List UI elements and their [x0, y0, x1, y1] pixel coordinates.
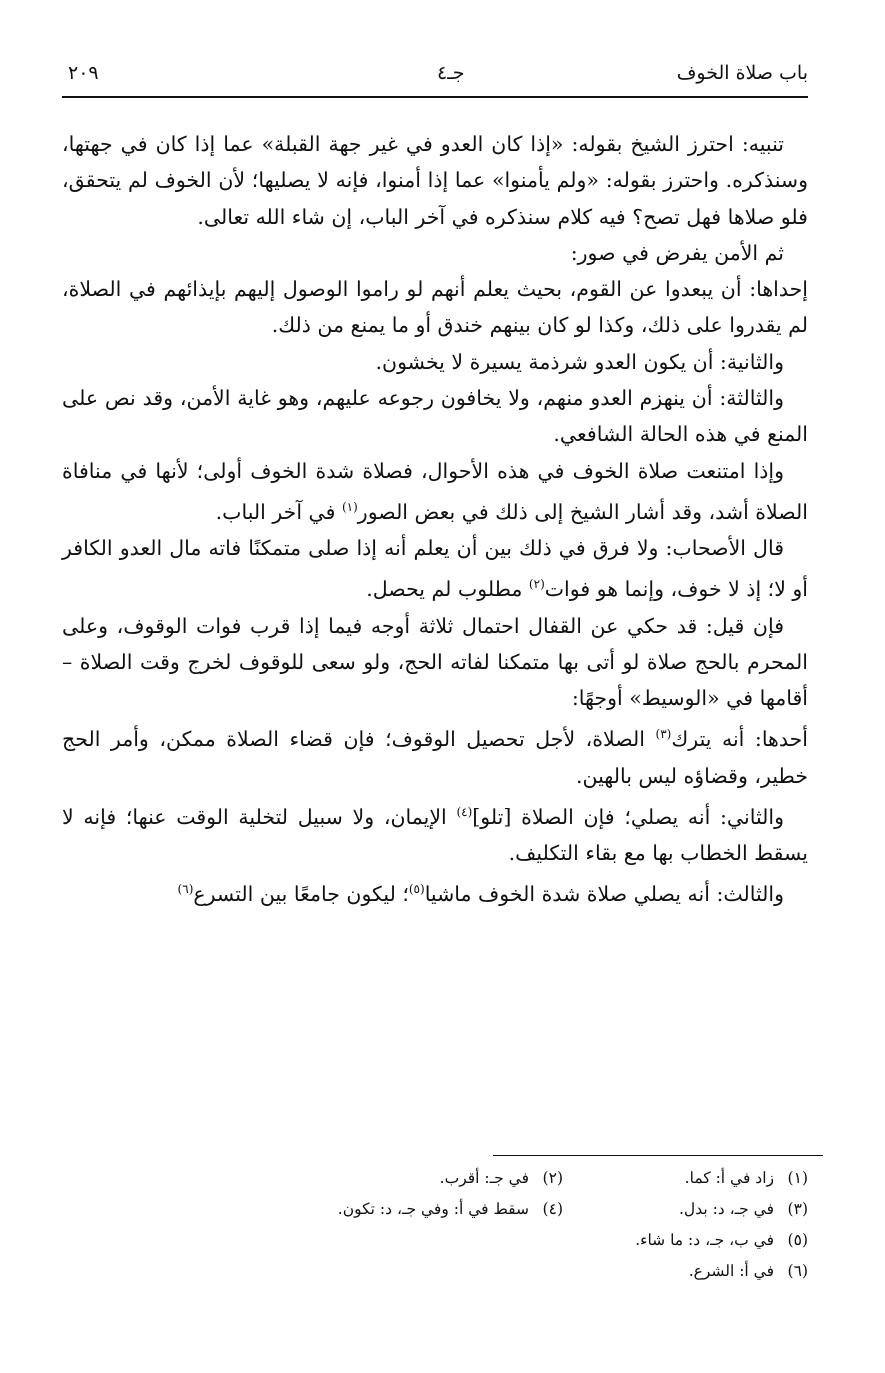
footnote-text: سقط في أ: وفي جـ، د: تكون. — [337, 1200, 529, 1218]
paragraph — [62, 794, 808, 871]
paragraph: إحداها: أن يبعدوا عن القوم، بحيث يعلم أنهم لو راموا الوصول إليهم بإيذائهم في الصلاة، لم يقدروا على ذلك، وكذا لو كان بينهم خندق أو ما يمنع من ذلك. — [62, 277, 808, 338]
chapter-title: باب صلاة الخوف — [676, 62, 808, 84]
footnote-marker: (١) — [341, 499, 358, 514]
footnote-text: في أ: الشرع. — [688, 1262, 774, 1280]
running-header — [62, 62, 808, 90]
footnote-number: (٢) — [542, 1169, 563, 1187]
paragraph — [62, 530, 808, 607]
footnote — [563, 1256, 808, 1287]
footnote-row — [62, 1225, 808, 1256]
paragraph: ثم الأمن يفرض في صور: — [570, 240, 784, 265]
paragraph-text: وإذا امتنعت صلاة الخوف في هذه الأحوال، فصلاة شدة الخوف أولى؛ لأنها في منافاة الصلاة أشد، وقد أشار الشيخ إلى ذلك في بعض الصور — [62, 458, 808, 524]
paragraph-text: قال الأصحاب: ولا فرق في ذلك بين أن يعلم أنه إذا صلى متمكنًا فاته مال العدو الكافر أو لا؛ إذ لا خوف، وإنما هو فوات — [62, 536, 808, 602]
footnote-number: (٦) — [787, 1262, 808, 1280]
footnote-rule — [493, 1155, 823, 1156]
page-number: ٢٠٩ — [68, 62, 99, 84]
footnote-marker: (٤) — [456, 804, 473, 819]
footnote — [563, 1194, 808, 1225]
footnote — [338, 1194, 563, 1225]
paragraph: تنبيه: احترز الشيخ بقوله: «إذا كان العدو في غير جهة القبلة» عما إذا كان في جهتها، وسنذكره. واحترز بقوله: «ولم يأمنوا» عما إذا أمنوا، فإنه لا يصليها؛ لأن الخوف لم يتحقق، فلو صلاها فهل تصح؟ فيه كلام سنذكره في آخر الباب، إن شاء الله تعالى. — [62, 132, 808, 229]
footnote — [563, 1163, 808, 1194]
main-text — [62, 126, 808, 912]
paragraph-text: الإيمان، ولا سبيل لتخلية الوقت عنها؛ فإنه لا يسقط الخطاب بها مع بقاء التكليف. — [62, 804, 808, 865]
paragraph-text: الصلاة، لأجل تحصيل الوقوف؛ فإن قضاء الصلاة ممكن، وأمر الحج خطير، وقضاؤه ليس بالهين. — [62, 727, 808, 788]
volume-number: جـ٤ — [437, 62, 465, 84]
footnotes — [62, 1163, 808, 1287]
footnote — [563, 1225, 808, 1256]
paragraph — [62, 453, 808, 530]
paragraph: فإن قيل: قد حكي عن القفال احتمال ثلاثة أوجه فيما إذا قرب فوات الوقوف، وعلى المحرم بالحج صلاة لو أتى بها متمكنا لفاته الحج، ولو سعى للوقوف لخرج وقت الصلاة – أقامها في «الوسيط» أوجهًا: — [62, 613, 808, 711]
footnote-number: (١) — [787, 1169, 808, 1187]
footnote-marker: (٣) — [655, 727, 672, 742]
paragraph-text: والثاني: أنه يصلي؛ فإن الصلاة [تلو] — [472, 804, 784, 829]
paragraph-text: مطلوب لم يحصل. — [366, 577, 529, 602]
footnote-marker: (٦) — [177, 882, 194, 897]
paragraph-text: أحدها: أنه يترك — [671, 727, 808, 752]
footnote-number: (٣) — [787, 1200, 808, 1218]
footnote-row — [62, 1194, 808, 1225]
paragraph-text: ؛ ليكون جامعًا بين التسرع — [193, 882, 409, 907]
footnote-row — [62, 1163, 808, 1194]
footnote-row — [62, 1256, 808, 1287]
footnote-text: زاد في أ: كما. — [684, 1169, 774, 1187]
footnote-marker: (٢) — [528, 577, 545, 592]
footnote-text: في جـ: أقرب. — [439, 1169, 529, 1187]
footnote-number: (٤) — [542, 1200, 563, 1218]
paragraph: والثالثة: أن ينهزم العدو منهم، ولا يخافون رجوعه عليهم، وهو غاية الأمن، وقد نص على المنع في هذه الحالة الشافعي. — [62, 386, 808, 447]
paragraph — [62, 716, 808, 793]
paragraph-text: والثالث: أنه يصلي صلاة شدة الخوف ماشيا — [424, 882, 784, 907]
paragraph — [62, 871, 808, 912]
footnote-text: في جـ، د: بدل. — [679, 1200, 774, 1218]
paragraph-text: في آخر الباب. — [215, 499, 342, 524]
footnote-marker: (٥) — [408, 882, 425, 897]
footnote — [318, 1163, 563, 1194]
paragraph: والثانية: أن يكون العدو شرذمة يسيرة لا يخشون. — [375, 349, 784, 374]
footnote-number: (٥) — [787, 1231, 808, 1249]
footnote-text: في ب، جـ، د: ما شاء. — [635, 1231, 774, 1249]
header-rule — [62, 96, 808, 98]
